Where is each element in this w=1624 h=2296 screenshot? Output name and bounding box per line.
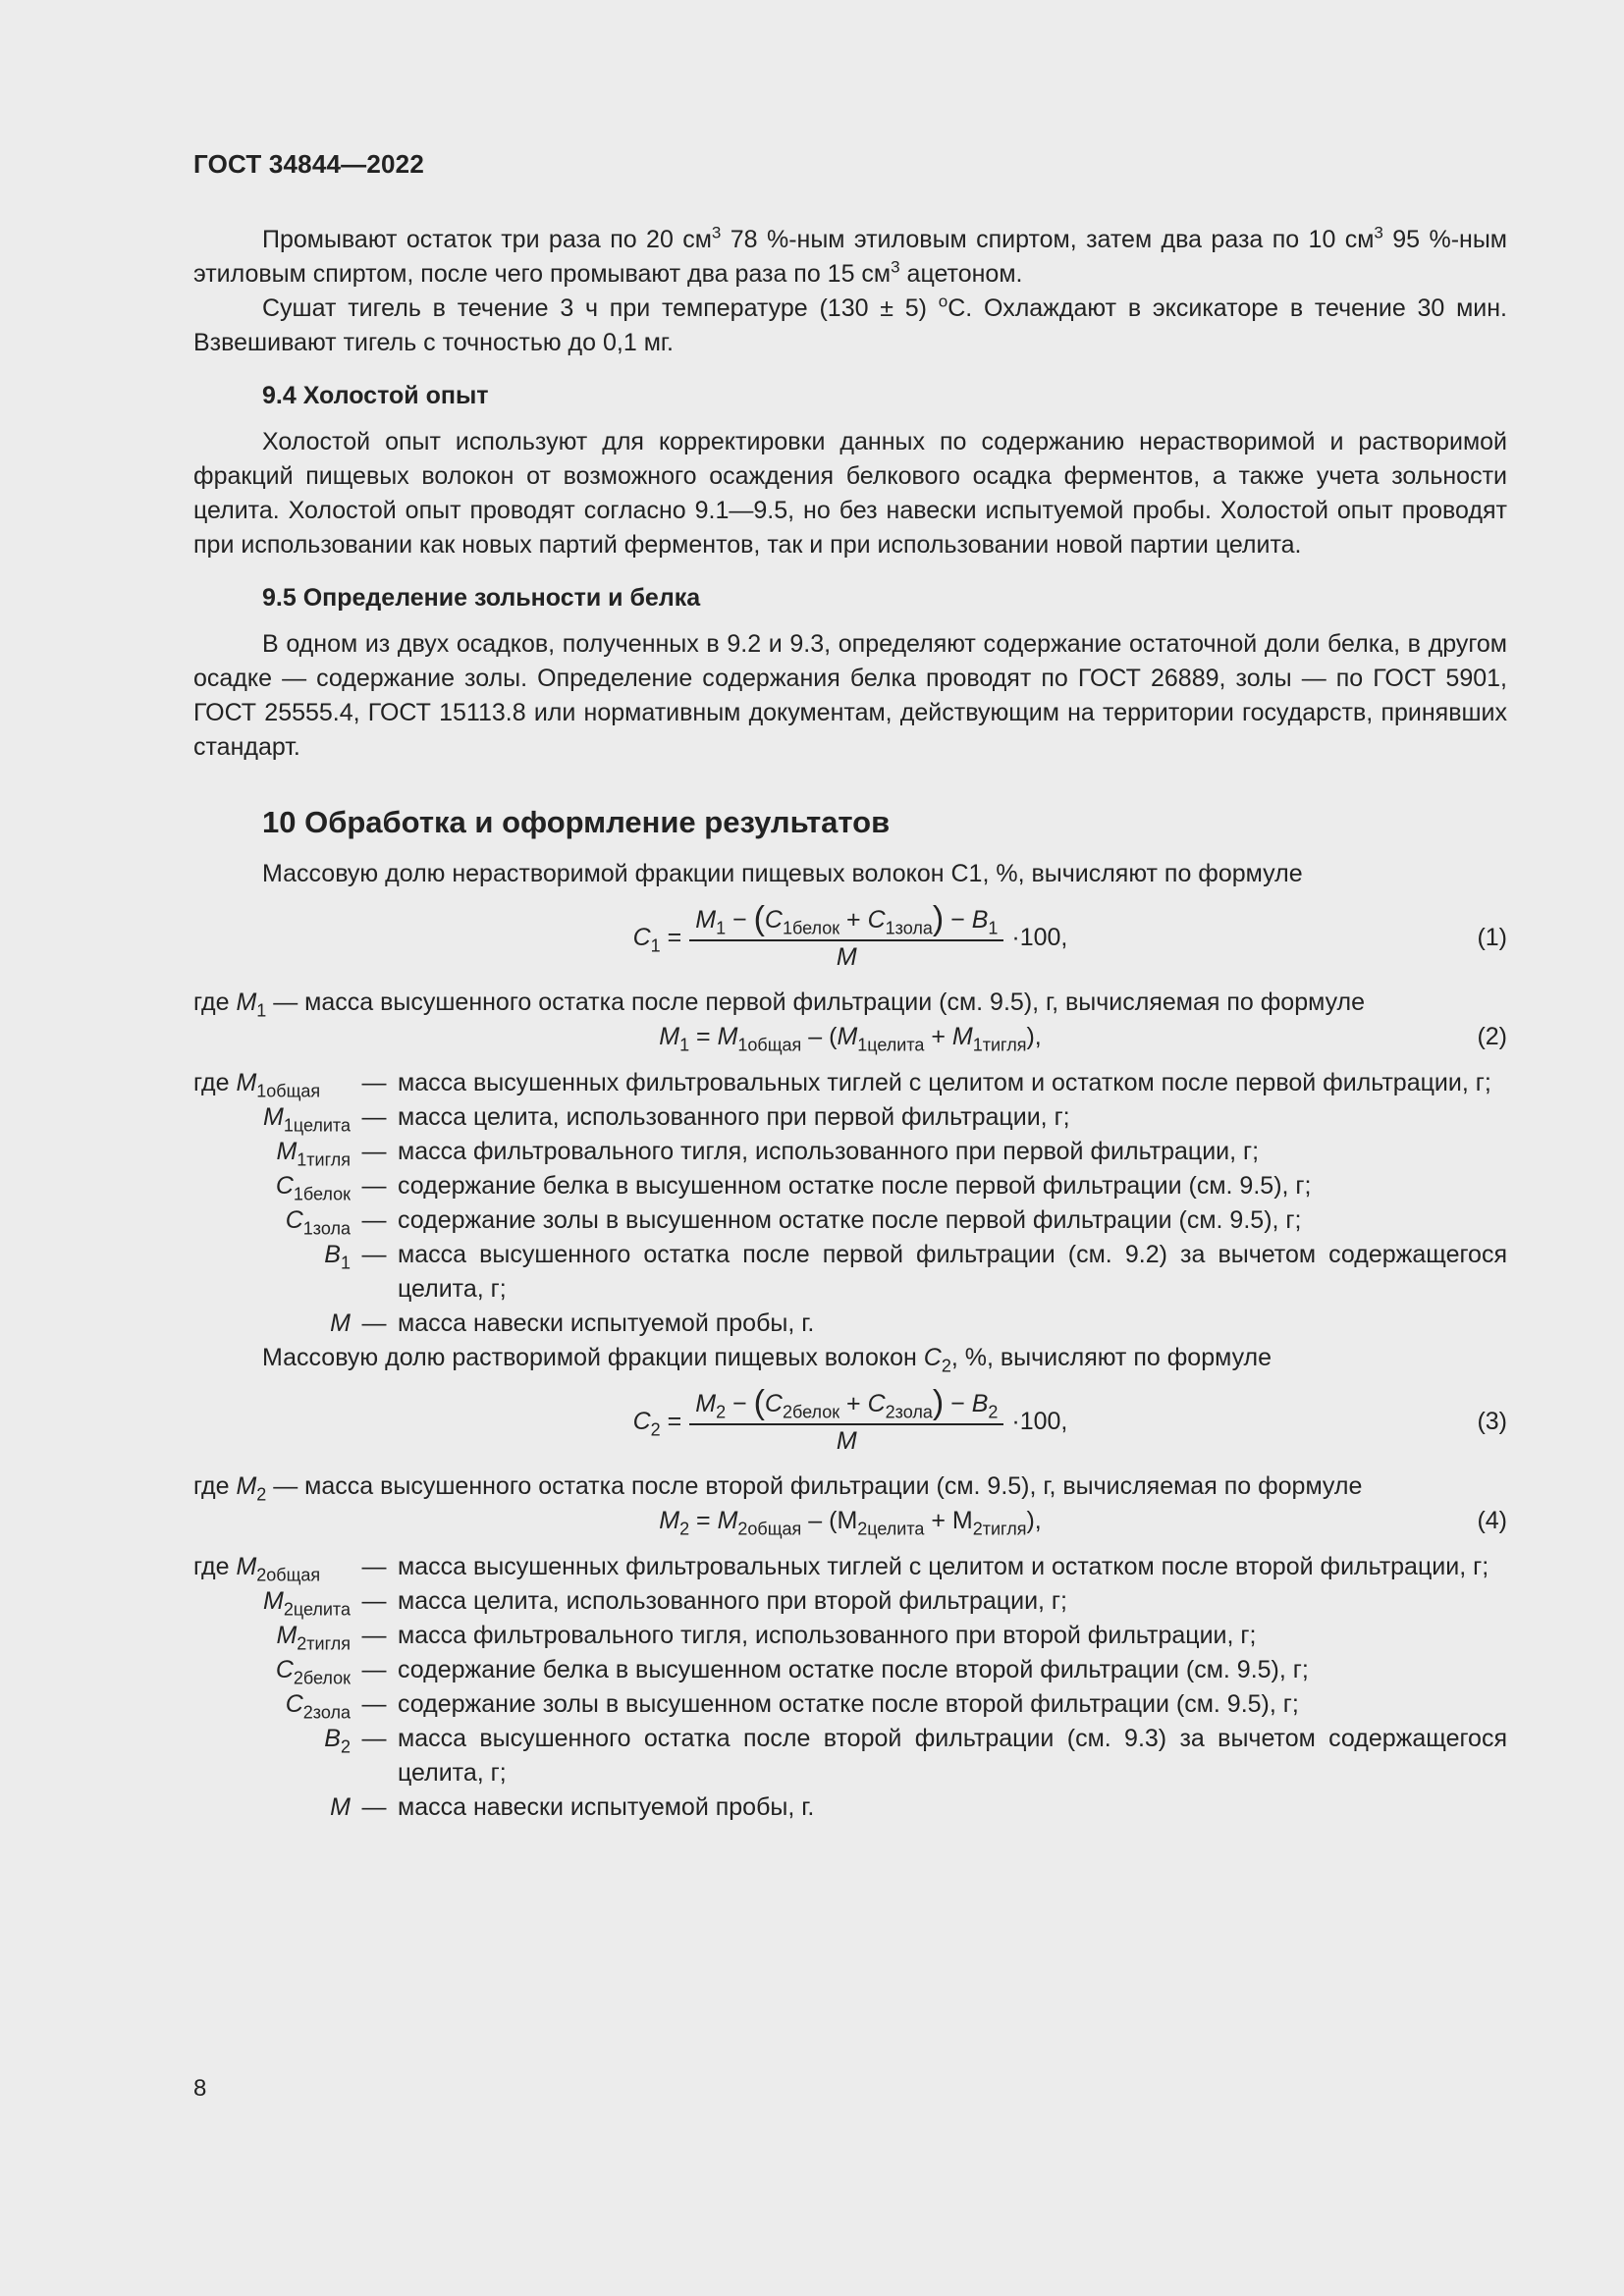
superscript: о	[938, 292, 948, 311]
formula-lhs: $C_1$	[632, 923, 661, 955]
definition-description: масса высушенных фильтровальных тиглей с целитом и остатком после второй фильтрации, г;	[398, 1553, 1489, 1580]
definitions-list-1	[193, 1066, 1507, 1341]
text: Сушат тигель в течение 3 ч при температуре (130 ± 5)	[262, 294, 939, 322]
document-header: ГОСТ 34844—2022	[193, 149, 424, 179]
formula-lhs: $C_2$	[632, 1407, 661, 1439]
page-number: 8	[193, 2075, 207, 2102]
formula-2	[193, 1020, 1507, 1056]
definition-description: масса целита, использованного при второй фильтрации, г;	[398, 1587, 1067, 1615]
definition-description: масса навески испытуемой пробы, г.	[398, 1793, 815, 1821]
definition-term: $M_{2целита}$	[263, 1587, 351, 1620]
definition-description: масса высушенного остатка после первой фильтрации (см. 9.2) за вычетом содержащегося целита, г;	[398, 1241, 1507, 1303]
paragraph-ash-protein: В одном из двух осадков, полученных в 9.2 и 9.3, определяют содержание остаточной доли белка, в другом осадке — содержание золы. Определение содержания белка проводят по ГОСТ 26889, золы — по ГОСТ 5901, ГОСТ 25555.4, ГОСТ 15113.8 или нормативным документам, действующим на территории государств, принявших стандарт.	[193, 630, 1507, 761]
definition-item	[193, 1066, 1507, 1100]
definition-dash: —	[361, 1172, 387, 1200]
formula-body: $M_2 = M_{2общая} - (M_{2целита} + M_{2тигля})$,	[659, 1507, 1042, 1539]
superscript: 3	[891, 257, 900, 277]
definition-term: где $M_{1общая}$	[193, 1069, 321, 1101]
formula-number: (1)	[1477, 924, 1507, 951]
definition-term: где $M_{2общая}$	[193, 1553, 321, 1585]
formula-body: $M_1 = M_{1общая} - (M_{1целита} + M_{1тигля})$,	[659, 1023, 1042, 1055]
definition-dash: —	[361, 1793, 387, 1821]
text: 78 %-ным этиловым спиртом, затем два раза по 10 см	[721, 226, 1375, 253]
denominator: M	[836, 1427, 857, 1455]
definition-term: $C_{1белок}$	[275, 1172, 351, 1204]
where-m2: где $M_2$ — масса высушенного остатка после второй фильтрации (см. 9.5), г, вычисляемая по формуле	[193, 1472, 1363, 1505]
definition-description: содержание белка в высушенном остатке после второй фильтрации (см. 9.5), г;	[398, 1656, 1309, 1683]
definition-term: M	[330, 1793, 351, 1821]
definition-description: содержание золы в высушенном остатке после первой фильтрации (см. 9.5), г;	[398, 1206, 1302, 1234]
text: Промывают остаток три раза по 20 см	[262, 226, 712, 253]
definition-dash: —	[361, 1206, 387, 1234]
definition-item	[193, 1653, 1507, 1687]
definition-item	[193, 1687, 1507, 1722]
definition-dash: —	[361, 1069, 387, 1096]
definition-term: $B_1$	[324, 1241, 351, 1273]
definition-item	[193, 1135, 1507, 1169]
formula-body	[193, 1381, 1507, 1462]
formula-3	[193, 1381, 1507, 1462]
definition-description: масса фильтровального тигля, использованного при второй фильтрации, г;	[398, 1622, 1257, 1649]
superscript: 3	[711, 223, 722, 242]
definition-item	[193, 1100, 1507, 1135]
definition-item	[193, 1169, 1507, 1203]
section-heading-10: 10 Обработка и оформление результатов	[262, 805, 891, 839]
paragraph-rinse	[193, 223, 1507, 292]
text: ацетоном.	[899, 260, 1023, 288]
definition-item	[193, 1790, 1507, 1825]
definition-item	[193, 1584, 1507, 1619]
definition-item	[193, 1307, 1507, 1341]
formula-number: (4)	[1477, 1507, 1507, 1534]
section-heading-9-5: 9.5 Определение зольности и белка	[262, 584, 701, 612]
definition-term: $C_{2белок}$	[275, 1656, 351, 1688]
definition-description: содержание белка в высушенном остатке после первой фильтрации (см. 9.5), г;	[398, 1172, 1312, 1200]
numerator: $M_2 - (C_{2белок} + C_{2зола}) - B_2$	[689, 1386, 1003, 1425]
definitions-list-2	[193, 1550, 1507, 1825]
definition-description: масса высушенного остатка после второй фильтрации (см. 9.3) за вычетом содержащегося целита, г;	[398, 1725, 1507, 1787]
superscript: 3	[1374, 223, 1383, 242]
text: 95 %-ным этиловым спиртом, после чего промывают два раза по 15 см	[193, 226, 1507, 288]
definition-dash: —	[361, 1309, 387, 1337]
definition-dash: —	[361, 1690, 387, 1718]
definition-term: $B_2$	[324, 1725, 351, 1757]
definition-dash: —	[361, 1725, 387, 1752]
fraction	[689, 902, 1003, 973]
definition-dash: —	[361, 1103, 387, 1131]
equals-sign: =	[660, 1407, 682, 1435]
definition-description: масса целита, использованного при первой фильтрации, г;	[398, 1103, 1070, 1131]
definition-description: масса фильтровального тигля, использованного при первой фильтрации, г;	[398, 1138, 1260, 1165]
definition-term: $M_{1целита}$	[263, 1103, 351, 1136]
formula-tail: ·100,	[1011, 1407, 1068, 1435]
definition-dash: —	[361, 1553, 387, 1580]
definition-term: M	[330, 1309, 351, 1337]
definition-dash: —	[361, 1241, 387, 1268]
paragraph-formula-intro-2: Массовую долю растворимой фракции пищевых волокон $C_2$, %, вычисляют по формуле	[262, 1344, 1272, 1376]
definition-dash: —	[361, 1587, 387, 1615]
definition-dash: —	[361, 1656, 387, 1683]
denominator: M	[836, 943, 857, 971]
definition-dash: —	[361, 1622, 387, 1649]
text: С. Охлаждают в эксикаторе в течение 30 мин. Взвешивают тигель с точностью до 0,1 мг.	[193, 294, 1507, 356]
definition-term: $C_{1зола}$	[285, 1206, 351, 1239]
paragraph-blank-test: Холостой опыт используют для корректировки данных по содержанию нерастворимой и растворимой фракций пищевых волокон от возможного осаждения белкового осадка ферментов, а также учета зольности целита. Холостой опыт проводят согласно 9.1—9.5, но без навески испытуемой пробы. Холостой опыт проводят при использовании как новых партий ферментов, так и при использовании новой партии целита.	[193, 428, 1507, 559]
definition-item	[193, 1722, 1507, 1790]
formula-tail: ·100,	[1011, 923, 1068, 951]
definition-term: $M_{1тигля}$	[276, 1138, 351, 1170]
definition-item	[193, 1550, 1507, 1584]
page-content	[193, 223, 1507, 1825]
paragraph-dry	[193, 292, 1507, 360]
definition-term: $M_{2тигля}$	[276, 1622, 351, 1654]
formula-body	[193, 897, 1507, 978]
definition-dash: —	[361, 1138, 387, 1165]
where-m1: где $M_1$ — масса высушенного остатка после первой фильтрации (см. 9.5), г, вычисляемая по формуле	[193, 988, 1366, 1021]
definition-description: масса высушенных фильтровальных тиглей с целитом и остатком после первой фильтрации, г;	[398, 1069, 1491, 1096]
definition-description: масса навески испытуемой пробы, г.	[398, 1309, 815, 1337]
definition-item	[193, 1203, 1507, 1238]
formula-number: (2)	[1477, 1023, 1507, 1050]
definition-item	[193, 1238, 1507, 1307]
section-heading-9-4: 9.4 Холостой опыт	[262, 382, 489, 409]
formula-1	[193, 897, 1507, 978]
paragraph-formula-intro-1: Массовую долю нерастворимой фракции пищевых волокон С1, %, вычисляют по формуле	[262, 860, 1303, 887]
definition-description: содержание золы в высушенном остатке после второй фильтрации (см. 9.5), г;	[398, 1690, 1299, 1718]
definition-term: $C_{2зола}$	[285, 1690, 351, 1723]
fraction	[689, 1386, 1003, 1457]
equals-sign: =	[660, 923, 682, 951]
formula-4	[193, 1504, 1507, 1540]
formula-number: (3)	[1477, 1408, 1507, 1435]
definition-item	[193, 1619, 1507, 1653]
numerator: $M_1 - (C_{1белок} + C_{1зола}) - B_1$	[689, 902, 1003, 941]
